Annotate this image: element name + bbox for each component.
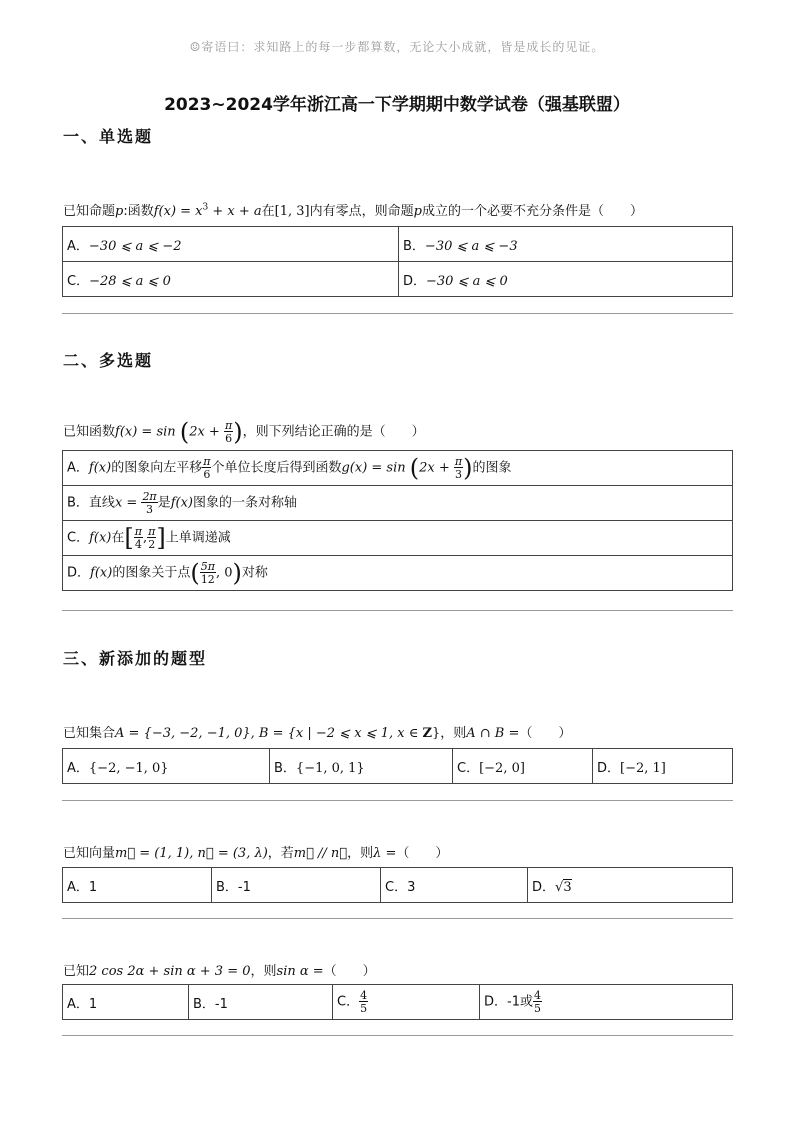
- stem-math: p: [413, 204, 422, 219]
- denominator: 3: [455, 468, 463, 481]
- numerator: 4: [360, 989, 368, 1002]
- option-text: 对称: [241, 565, 268, 581]
- option-text: 1: [88, 996, 98, 1012]
- stem-text: 已知函数: [63, 424, 116, 440]
- stem-math: 2 cos 2α + sin α + 3 = 0: [89, 964, 251, 979]
- stem-math: sin α =: [276, 964, 324, 979]
- option-label: D．: [532, 879, 556, 895]
- stem-text: ，则: [250, 964, 277, 979]
- question-2-stem: [63, 418, 425, 446]
- option-math: f(x): [90, 565, 113, 581]
- numerator: π: [203, 455, 211, 468]
- option-label: C．: [67, 273, 90, 289]
- stem-math: }: [431, 726, 441, 741]
- question-5-options: [62, 984, 733, 1020]
- option-label: C．: [67, 530, 90, 546]
- stem-math: f(x) = x: [153, 204, 203, 219]
- option-text: 的图象: [472, 460, 512, 476]
- option-math: −30 ⩽ a ⩽ −3: [424, 238, 518, 254]
- option-a[interactable]: [63, 749, 270, 784]
- option-label: D．: [484, 994, 508, 1010]
- option-text: 3: [407, 879, 416, 895]
- option-label: D．: [403, 273, 427, 289]
- option-math: [−2, 1]: [620, 760, 666, 776]
- stem-text: ，则下列结论正确的是（ ）: [242, 424, 425, 440]
- numerator: π: [454, 455, 463, 468]
- fraction: [134, 526, 143, 550]
- bracket-left: [: [124, 524, 134, 552]
- stem-text: （ ）: [519, 726, 572, 741]
- option-math: , 0: [215, 565, 233, 581]
- option-b[interactable]: [270, 749, 453, 784]
- stem-math: + x + a: [208, 204, 262, 219]
- option-math: −30 ⩽ a ⩽ 0: [426, 273, 508, 289]
- option-label: D．: [597, 760, 621, 776]
- option-c[interactable]: [453, 749, 593, 784]
- option-math: x =: [114, 495, 138, 511]
- option-b[interactable]: [63, 486, 733, 521]
- option-label: C．: [337, 994, 360, 1010]
- option-label: D．: [67, 565, 91, 581]
- section-heading-new-types: 三、新添加的题型: [63, 649, 208, 668]
- option-math: f(x): [170, 495, 193, 511]
- numerator: π: [134, 525, 142, 538]
- stem-text: 在: [261, 204, 275, 219]
- option-d[interactable]: [528, 868, 733, 903]
- option-a[interactable]: [63, 227, 399, 262]
- fraction: [200, 561, 216, 585]
- option-text: 在: [111, 530, 125, 546]
- stem-math: 2x +: [189, 424, 220, 440]
- question-2-options: [62, 450, 733, 591]
- radicand: 3: [563, 879, 572, 895]
- option-label: A．: [67, 238, 89, 254]
- denominator: 4: [134, 538, 142, 551]
- option-a[interactable]: [63, 985, 189, 1020]
- option-text: 1: [88, 879, 98, 895]
- option-math: −28 ⩽ a ⩽ 0: [89, 273, 171, 289]
- denominator: 6: [225, 432, 233, 445]
- stem-text: 内有零点，则命题: [309, 204, 414, 219]
- numerator: 2π: [142, 490, 157, 503]
- stem-math: p: [115, 204, 124, 219]
- option-label: A．: [67, 460, 89, 476]
- paren-right: ): [463, 454, 473, 482]
- question-1-stem: [63, 200, 643, 219]
- stem-math: λ =: [373, 846, 397, 861]
- stem-text: 已知向量: [63, 846, 116, 861]
- comma: ,: [143, 530, 148, 546]
- paren-right: ): [232, 559, 242, 587]
- stem-math: Z: [422, 726, 432, 741]
- fraction: [533, 990, 542, 1014]
- stem-text: 成立的一个必要不充分条件是（ ）: [421, 204, 643, 219]
- stem-exponent: 3: [202, 202, 209, 213]
- option-d[interactable]: [63, 556, 733, 591]
- denominator: 6: [203, 468, 211, 481]
- option-text: -1或: [507, 994, 533, 1010]
- option-label: B．: [193, 996, 215, 1012]
- stem-text: ，则: [347, 846, 374, 861]
- stem-math: m⃗ = (1, 1), n⃗ = (3, λ): [115, 846, 268, 861]
- option-math: [−2, 0]: [479, 760, 525, 776]
- option-math: g(x) = sin: [341, 460, 406, 476]
- paren-left: (: [190, 559, 200, 587]
- stem-text: 已知命题: [63, 204, 116, 219]
- option-label: B．: [403, 238, 425, 254]
- numerator: π: [224, 419, 233, 432]
- question-1-options: [62, 226, 733, 297]
- fraction: [147, 526, 156, 550]
- option-b[interactable]: [212, 868, 381, 903]
- paren-left: (: [179, 418, 190, 446]
- option-text: 个单位长度后得到函数: [211, 460, 342, 476]
- question-3-stem: [63, 722, 571, 741]
- stem-math: m⃗ // n⃗: [293, 846, 348, 861]
- stem-math: [1, 3]: [274, 204, 310, 219]
- option-label: B．: [274, 760, 296, 776]
- option-text: -1: [214, 996, 228, 1012]
- option-label: C．: [385, 879, 408, 895]
- option-label: B．: [216, 879, 238, 895]
- numerator: π: [148, 525, 156, 538]
- bracket-right: ]: [156, 524, 166, 552]
- option-label: A．: [67, 996, 89, 1012]
- stem-text: :函数: [123, 204, 154, 219]
- option-b[interactable]: [399, 227, 733, 262]
- option-text: 的图象向左平移: [111, 460, 203, 476]
- divider: [62, 918, 733, 919]
- option-c[interactable]: [381, 868, 528, 903]
- paren-left: (: [409, 454, 420, 482]
- option-c[interactable]: [63, 262, 399, 297]
- stem-math: A = {−3, −2, −1, 0}, B = {x | −2 ⩽ x ⩽ 1, x ∈: [115, 726, 423, 741]
- question-4-options: [62, 867, 733, 903]
- option-text: 图象的一条对称轴: [192, 495, 297, 511]
- option-label: A．: [67, 879, 89, 895]
- denominator: 3: [141, 502, 157, 515]
- stem-text: （ ）: [323, 964, 376, 979]
- question-4-stem: [63, 842, 448, 861]
- divider: [62, 313, 733, 314]
- numerator: 5π: [200, 560, 215, 573]
- option-d[interactable]: [593, 749, 733, 784]
- option-a[interactable]: [63, 451, 733, 486]
- fraction: [359, 990, 368, 1014]
- divider: [62, 610, 733, 611]
- option-text: 直线: [88, 495, 115, 511]
- option-text: 的图象关于点: [112, 565, 191, 581]
- stem-math: f(x) = sin: [115, 424, 176, 440]
- sqrt-expression: √3: [555, 879, 572, 895]
- question-5-stem: [63, 960, 376, 979]
- option-math: f(x): [89, 530, 112, 546]
- option-math: −30 ⩽ a ⩽ −2: [88, 238, 182, 254]
- denominator: 5: [533, 1002, 541, 1015]
- section-heading-multiple-choice: 二、多选题: [63, 351, 154, 370]
- paren-right: ): [233, 418, 243, 446]
- stem-text: ，则: [440, 726, 467, 741]
- option-label: A．: [67, 760, 89, 776]
- option-c[interactable]: [63, 521, 733, 556]
- numerator: 4: [533, 989, 541, 1002]
- option-a[interactable]: [63, 868, 212, 903]
- option-c[interactable]: [333, 985, 480, 1020]
- option-text: 上单调递减: [165, 530, 231, 546]
- section-heading-single-choice: 一、单选题: [63, 127, 154, 146]
- option-math: {−1, 0, 1}: [295, 760, 365, 776]
- divider: [62, 800, 733, 801]
- option-text: -1: [237, 879, 251, 895]
- option-math: {−2, −1, 0}: [88, 760, 169, 776]
- option-d[interactable]: [480, 985, 733, 1020]
- option-label: B．: [67, 495, 89, 511]
- option-label: C．: [457, 760, 480, 776]
- option-math: 2x +: [419, 460, 450, 476]
- stem-text: （ ）: [396, 846, 449, 861]
- denominator: 5: [360, 1002, 368, 1015]
- option-d[interactable]: [399, 262, 733, 297]
- stem-text: ，若: [267, 846, 294, 861]
- stem-text: 已知集合: [63, 726, 116, 741]
- denominator: 2: [148, 538, 156, 551]
- motto-header: ☺寄语曰：求知路上的每一步都算数，无论大小成就，皆是成长的见证。: [189, 40, 605, 54]
- option-math: f(x): [88, 460, 112, 476]
- fraction: [141, 491, 157, 515]
- stem-text: 已知: [63, 964, 90, 979]
- question-3-options: [62, 748, 733, 784]
- divider: [62, 1035, 733, 1036]
- option-b[interactable]: [189, 985, 333, 1020]
- stem-math: A ∩ B =: [466, 726, 520, 741]
- page-title: 2023~2024学年浙江高一下学期期中数学试卷（强基联盟）: [164, 95, 630, 115]
- denominator: 12: [200, 573, 215, 586]
- fraction: [454, 456, 463, 480]
- fraction: [224, 420, 233, 444]
- option-text: 是: [157, 495, 171, 511]
